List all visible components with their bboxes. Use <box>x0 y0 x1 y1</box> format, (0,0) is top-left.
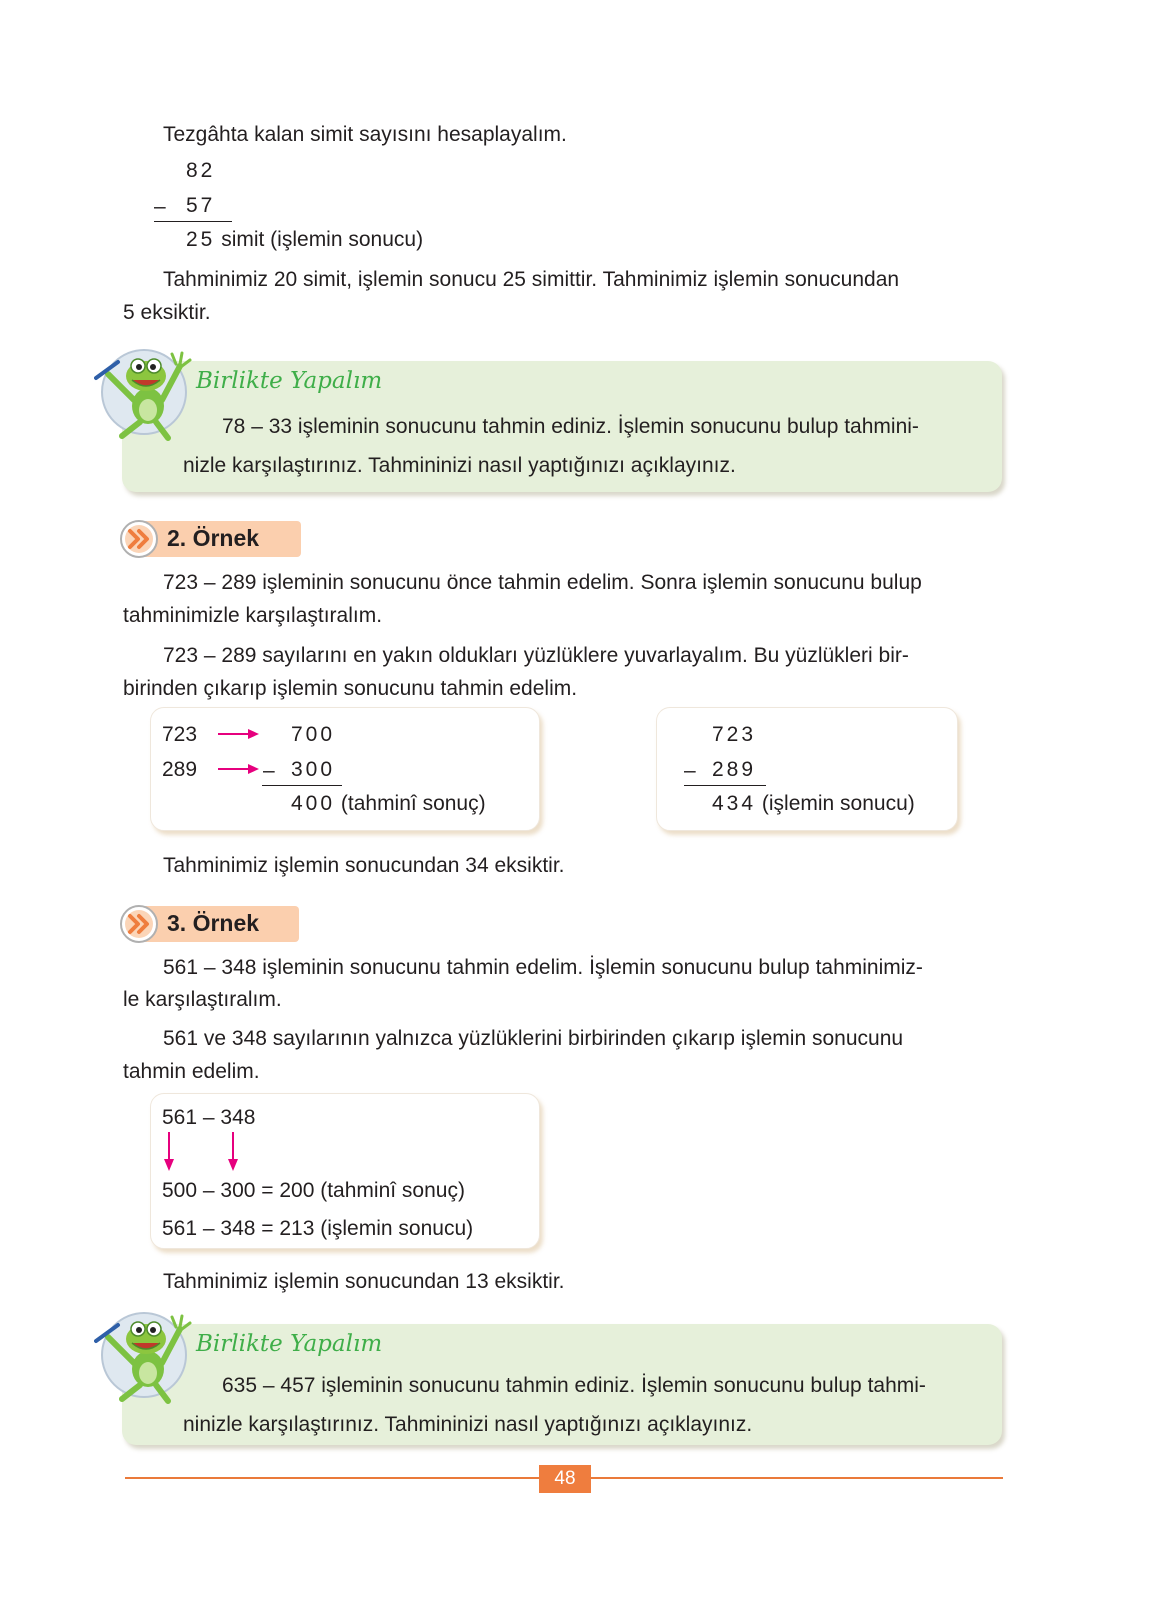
estimate-result-line <box>291 790 486 818</box>
intro-minus: – <box>154 195 166 218</box>
right-arrow-icon <box>218 762 260 776</box>
estimate-b: 289 <box>162 758 198 781</box>
down-arrow-icon <box>162 1132 176 1172</box>
example-3-result: 561 – 348 = 213 (işlemin sonucu) <box>162 1217 474 1240</box>
example-3-p2-l2: tahmin edelim. <box>123 1060 260 1083</box>
double-chevron-icon <box>119 904 159 944</box>
together-title-1: Birlikte Yapalım <box>196 368 383 394</box>
example-3-p1-l2: le karşılaştıralım. <box>123 988 282 1011</box>
intro-subtrahend: 57 <box>186 194 216 217</box>
intro-sentence: Tezgâhta kalan simit sayısını hesaplayalım. <box>163 123 567 146</box>
estimate-minus: – <box>263 759 275 782</box>
example-2-conclusion: Tahminimiz işlemin sonucundan 34 eksiktir. <box>163 854 565 877</box>
example-2-p2-l1: 723 – 289 sayılarını en yakın oldukları yüzlüklere yuvarlayalım. Bu yüzlükleri bir- <box>163 644 909 667</box>
estimate-result-label: (tahminî sonuç) <box>335 792 486 815</box>
intro-conclusion-2: 5 eksiktir. <box>123 301 211 324</box>
intro-rule <box>154 221 232 222</box>
estimate-result: 400 <box>291 792 336 815</box>
example-2-p1-l1: 723 – 289 işleminin sonucunu önce tahmin edelim. Sonra işlemin sonucunu bulup <box>163 571 922 594</box>
right-arrow-icon <box>218 727 260 741</box>
frog-mascot-icon <box>94 1307 192 1407</box>
together-title-2: Birlikte Yapalım <box>196 1331 383 1357</box>
together-2-line-1: 635 – 457 işleminin sonucunu tahmin ediniz. İşlemin sonucunu bulup tahmi- <box>222 1374 926 1397</box>
result-value: 434 <box>712 792 757 815</box>
intro-minuend: 82 <box>186 159 216 182</box>
example-3-label: 3. Örnek <box>167 910 260 936</box>
intro-result-line <box>186 226 423 254</box>
result-minus: – <box>684 759 696 782</box>
together-1-line-2: nizle karşılaştırınız. Tahmininizi nasıl yaptığınızı açıklayınız. <box>183 454 736 477</box>
example-3-expression: 561 – 348 <box>162 1106 256 1129</box>
intro-conclusion-1: Tahminimiz 20 simit, işlemin sonucu 25 simittir. Tahminimiz işlemin sonucundan <box>163 268 900 291</box>
double-chevron-icon <box>119 519 159 559</box>
down-arrow-icon <box>226 1132 240 1172</box>
intro-result-unit: simit (işlemin sonucu) <box>215 228 424 251</box>
result-b: 289 <box>712 758 757 781</box>
estimate-a: 723 <box>162 723 198 746</box>
estimate-b-rounded: 300 <box>291 758 336 781</box>
together-2-line-2: ninizle karşılaştırınız. Tahmininizi nasıl yaptığınızı açıklayınız. <box>183 1413 753 1436</box>
example-3-conclusion: Tahminimiz işlemin sonucundan 13 eksiktir. <box>163 1270 565 1293</box>
result-a: 723 <box>712 723 757 746</box>
intro-result: 25 <box>186 228 216 251</box>
result-value-line <box>712 790 915 818</box>
frog-mascot-icon <box>94 344 192 444</box>
result-rule <box>684 785 766 786</box>
example-3-p1-l1: 561 – 348 işleminin sonucunu tahmin edelim. İşlemin sonucunu bulup tahminimiz- <box>163 956 923 979</box>
example-2-p2-l2: birinden çıkarıp işlemin sonucunu tahmin edelim. <box>123 677 578 700</box>
together-1-line-1: 78 – 33 işleminin sonucunu tahmin ediniz. İşlemin sonucunu bulup tahmini- <box>222 415 919 438</box>
page-number: 48 <box>539 1465 591 1493</box>
example-2-p1-l2: tahminimizle karşılaştıralım. <box>123 604 383 627</box>
estimate-rule <box>262 785 342 786</box>
example-3-p2-l1: 561 ve 348 sayılarının yalnızca yüzlüklerini birbirinden çıkarıp işlemin sonucunu <box>163 1027 904 1050</box>
example-2-label: 2. Örnek <box>167 525 260 551</box>
estimate-a-rounded: 700 <box>291 723 336 746</box>
example-3-estimate: 500 – 300 = 200 (tahminî sonuç) <box>162 1179 465 1202</box>
result-value-label: (işlemin sonucu) <box>756 792 915 815</box>
